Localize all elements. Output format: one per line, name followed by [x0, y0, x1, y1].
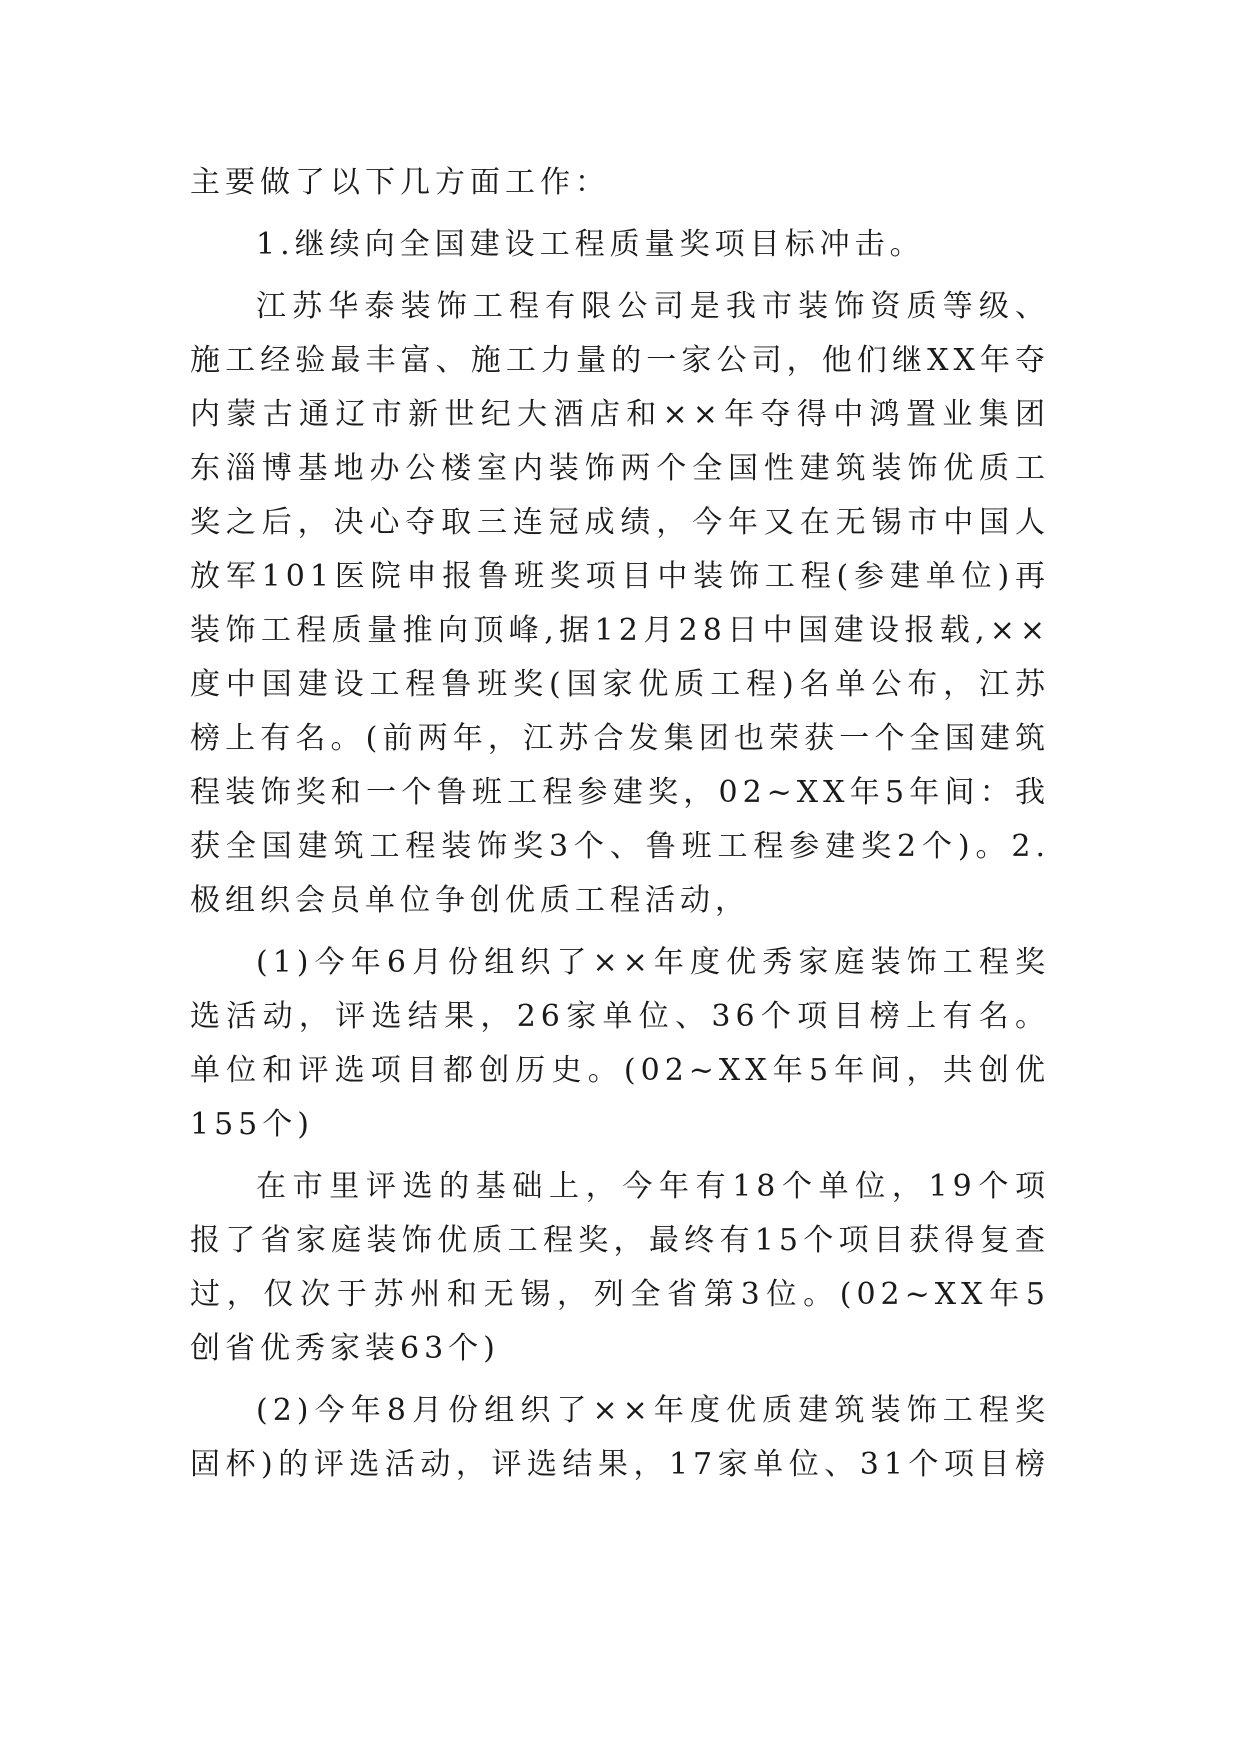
text-line: (1)今年6月份组织了××年度优秀家庭装饰工程奖	[256, 945, 1050, 980]
text-line: 选活动，评选结果，26家单位、36个项目榜上有名。	[190, 999, 1050, 1034]
text-line: 报了省家庭装饰优质工程奖，最终有15个项目获得复查	[190, 1223, 1050, 1258]
text-line: 单位和评选项目都创历史。(02~XX年5年间，共创优	[190, 1053, 1050, 1088]
document-body	[190, 156, 1050, 1492]
text-line: 获全国建筑工程装饰奖3个、鲁班工程参建奖2个)。2.	[190, 829, 1050, 864]
text-line: 固杯)的评选活动，评选结果，17家单位、31个项目榜	[190, 1447, 1050, 1482]
text-line: 榜上有名。(前两年，江苏合发集团也荣获一个全国建筑	[190, 721, 1050, 756]
text-line: 创省优秀家装63个)	[190, 1331, 500, 1366]
text-line: 放军101医院申报鲁班奖项目中装饰工程(参建单位)再	[190, 559, 1050, 594]
text-line: 程装饰奖和一个鲁班工程参建奖，02~XX年5年间：我	[190, 775, 1050, 810]
text-line: 度中国建设工程鲁班奖(国家优质工程)名单公布，江苏	[190, 667, 1050, 702]
text-line: 奖之后，决心夺取三连冠成绩，今年又在无锡市中国人	[190, 505, 1050, 540]
text-line: 内蒙古通辽市新世纪大酒店和××年夺得中鸿置业集团	[190, 397, 1050, 432]
text-line: 施工经验最丰富、施工力量的一家公司，他们继XX年夺	[190, 343, 1050, 378]
section-heading: 1.继续向全国建设工程质量奖项目标冲击。	[256, 227, 925, 262]
text-line: 江苏华泰装饰工程有限公司是我市装饰资质等级、	[256, 289, 1050, 324]
text-line: 在市里评选的基础上，今年有18个单位，19个项	[256, 1169, 1050, 1204]
text-line: 主要做了以下几方面工作：	[190, 165, 610, 200]
text-line: 过，仅次于苏州和无锡，列全省第3位。(02~XX年5	[190, 1277, 1050, 1312]
text-line: (2)今年8月份组织了××年度优质建筑装饰工程奖	[256, 1393, 1050, 1428]
text-line: 装饰工程质量推向顶峰,据12月28日中国建设报载,××	[190, 613, 1050, 648]
text-line: 155个)	[190, 1107, 314, 1142]
text-line: 东淄博基地办公楼室内装饰两个全国性建筑装饰优质工	[190, 451, 1050, 486]
text-line: 极组织会员单位争创优质工程活动，	[190, 883, 750, 918]
